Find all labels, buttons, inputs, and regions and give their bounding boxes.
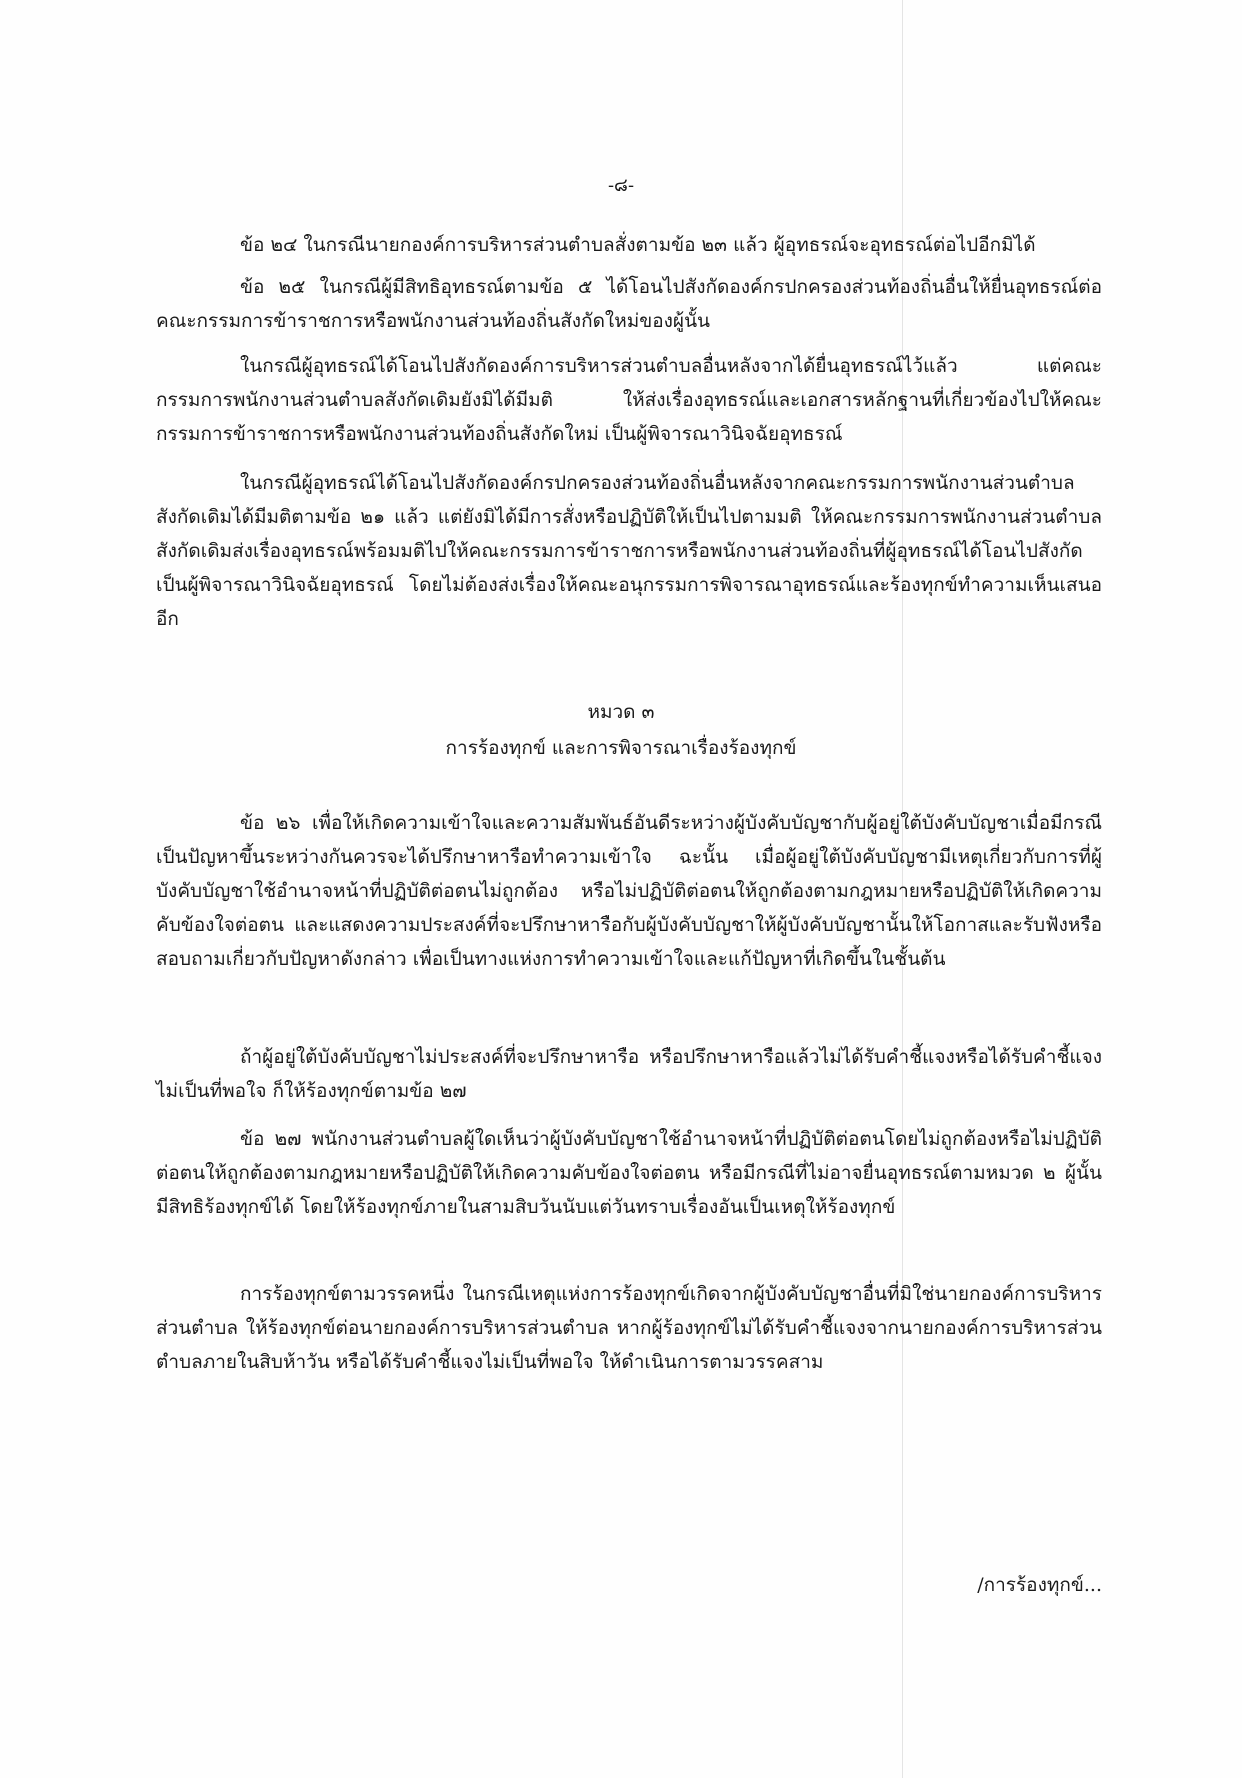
paragraph-article-25-transfer-pending: ในกรณีผู้อุทธรณ์ได้โอนไปสังกัดองค์การบริหารส่วนตำบลอื่นหลังจากได้ยื่นอุทธรณ์ไว้แล้ว แต่คณะกรรมการพนักงานส่วนตำบลสังกัดเดิมยังมิได้มีมติ ให้ส่งเรื่องอุทธรณ์และเอกสารหลักฐานที่เกี่ยวข้องไปให้คณะกรรมการข้าราชการหรือพนักงานส่วนท้องถิ่นสังกัดใหม่ เป็นผู้พิจารณาวินิจฉัยอุทธรณ์ bbox=[156, 355, 1102, 445]
chapter-title: การร้องทุกข์ และการพิจารณาเรื่องร้องทุกข์ bbox=[445, 737, 797, 759]
paragraph-article-27: ข้อ ๒๗ พนักงานส่วนตำบลผู้ใดเห็นว่าผู้บังคับบัญชาใช้อำนาจหน้าที่ปฏิบัติต่อตนโดยไม่ถูกต้องหรือไม่ปฏิบัติต่อตนให้ถูกต้องตามกฎหมายหรือปฏิบัติให้เกิดความคับข้องใจต่อตน หรือมีกรณีที่ไม่อาจยื่นอุทธรณ์ตามหมวด ๒ ผู้นั้นมีสิทธิร้องทุกข์ได้ โดยให้ร้องทุกข์ภายในสามสิบวันนับแต่วันทราบเรื่องอันเป็นเหตุให้ร้องทุกข์ bbox=[156, 1128, 1102, 1218]
chapter-heading: หมวด ๓ bbox=[587, 701, 655, 723]
paragraph-article-26-continued: ถ้าผู้อยู่ใต้บังคับบัญชาไม่ประสงค์ที่จะปรึกษาหารือ หรือปรึกษาหารือแล้วไม่ได้รับคำชี้แจงหรือได้รับคำชี้แจงไม่เป็นที่พอใจ ก็ให้ร้องทุกข์ตามข้อ ๒๗ bbox=[156, 1046, 1102, 1102]
paragraph-article-26: ข้อ ๒๖ เพื่อให้เกิดความเข้าใจและความสัมพันธ์อันดีระหว่างผู้บังคับบัญชากับผู้อยู่ใต้บังคับบัญชาเมื่อมีกรณีเป็นปัญหาขึ้นระหว่างกันควรจะได้ปรึกษาหารือทำความเข้าใจ ฉะนั้น เมื่อผู้อยู่ใต้บังคับบัญชามีเหตุเกี่ยวกับการที่ผู้บังคับบัญชาใช้อำนาจหน้าที่ปฏิบัติต่อตนไม่ถูกต้อง หรือไม่ปฏิบัติต่อตนให้ถูกต้องตามกฎหมายหรือปฏิบัติให้เกิดความคับข้องใจต่อตน และแสดงความประสงค์ที่จะปรึกษาหารือกับผู้บังคับบัญชาให้ผู้บังคับบัญชานั้นให้โอกาสและรับฟังหรือสอบถามเกี่ยวกับปัญหาดังกล่าว เพื่อเป็นทางแห่งการทำความเข้าใจและแก้ปัญหาที่เกิดขึ้นในชั้นต้น bbox=[156, 812, 1102, 970]
paragraph-article-25-transfer-resolved: ในกรณีผู้อุทธรณ์ได้โอนไปสังกัดองค์กรปกครองส่วนท้องถิ่นอื่นหลังจากคณะกรรมการพนักงานส่วนตำบลสังกัดเดิมได้มีมติตามข้อ ๒๑ แล้ว แต่ยังมิได้มีการสั่งหรือปฏิบัติให้เป็นไปตามมติ ให้คณะกรรมการพนักงานส่วนตำบลสังกัดเดิมส่งเรื่องอุทธรณ์พร้อมมติไปให้คณะกรรมการข้าราชการหรือพนักงานส่วนท้องถิ่นที่ผู้อุทธรณ์ได้โอนไปสังกัดเป็นผู้พิจารณาวินิจฉัยอุทธรณ์ โดยไม่ต้องส่งเรื่องให้คณะอนุกรรมการพิจารณาอุทธรณ์และร้องทุกข์ทำความเห็นเสนออีก bbox=[156, 472, 1102, 630]
paragraph-article-24: ข้อ ๒๔ ในกรณีนายกองค์การบริหารส่วนตำบลสั่งตามข้อ ๒๓ แล้ว ผู้อุทธรณ์จะอุทธรณ์ต่อไปอีกมิได้ bbox=[240, 234, 1036, 256]
paragraph-article-27-second: การร้องทุกข์ตามวรรคหนึ่ง ในกรณีเหตุแห่งการร้องทุกข์เกิดจากผู้บังคับบัญชาอื่นที่มิใช่นายกองค์การบริหารส่วนตำบล ให้ร้องทุกข์ต่อนายกองค์การบริหารส่วนตำบล หากผู้ร้องทุกข์ไม่ได้รับคำชี้แจงจากนายกองค์การบริหารส่วนตำบลภายในสิบห้าวัน หรือได้รับคำชี้แจงไม่เป็นที่พอใจ ให้ดำเนินการตามวรรคสาม bbox=[156, 1283, 1102, 1373]
paragraph-article-25: ข้อ ๒๕ ในกรณีผู้มีสิทธิอุทธรณ์ตามข้อ ๕ ได้โอนไปสังกัดองค์กรปกครองส่วนท้องถิ่นอื่นให้ยื่นอุทธรณ์ต่อคณะกรรมการข้าราชการหรือพนักงานส่วนท้องถิ่นสังกัดใหม่ของผู้นั้น bbox=[156, 276, 1102, 332]
page-number: -๘- bbox=[607, 175, 635, 196]
continuation-marker: /การร้องทุกข์... bbox=[977, 1574, 1102, 1596]
